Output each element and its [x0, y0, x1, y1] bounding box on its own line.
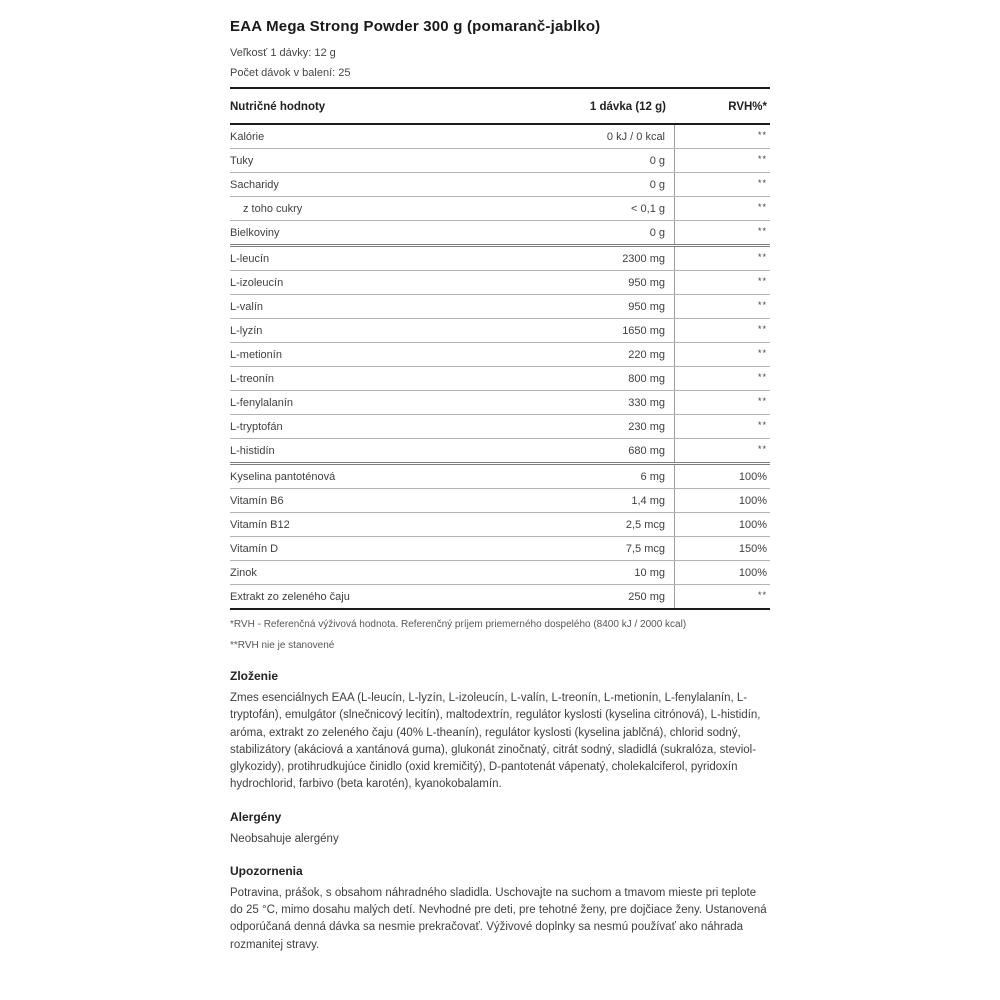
table-header-serving: 1 dávka (12 g) [589, 101, 666, 113]
row-rvh-value: ** [757, 178, 767, 188]
row-nutrient-label: L-fenylalanín [230, 397, 293, 409]
row-amount-value: 0 g [507, 173, 675, 196]
section-heading-warnings: Upozornenia [230, 863, 303, 878]
row-nutrient-label: Extrakt zo zeleného čaju [230, 591, 350, 603]
table-row [230, 221, 770, 247]
row-nutrient-label: L-metionín [230, 349, 282, 361]
table-row [230, 271, 770, 295]
row-rvh-value: ** [757, 420, 767, 430]
table-body [230, 125, 770, 610]
product-title: EAA Mega Strong Powder 300 g (pomaranč-jablko) [230, 18, 601, 35]
row-amount-value: 6 mg [507, 465, 675, 488]
table-row [230, 343, 770, 367]
row-amount-value: 800 mg [507, 367, 675, 390]
nutrition-table [230, 87, 770, 610]
allergens-text: Neobsahuje alergény [230, 832, 339, 845]
row-nutrient-label: L-treonín [230, 373, 275, 385]
table-header-rvh: RVH%* [728, 101, 767, 113]
table-header-nutrient: Nutričné hodnoty [230, 101, 326, 113]
table-row [230, 439, 770, 465]
table-row [230, 125, 770, 149]
nutrition-label-document [230, 14, 770, 958]
row-amount-value: < 0,1 g [507, 197, 675, 220]
servings-per-package-text: Počet dávok v balení: 25 [230, 67, 351, 79]
row-rvh-value: ** [757, 590, 767, 600]
row-amount-value: 330 mg [507, 391, 675, 414]
row-nutrient-label: Kyselina pantoténová [230, 471, 336, 483]
table-row [230, 561, 770, 585]
row-nutrient-label: L-valín [230, 301, 264, 313]
table-row [230, 537, 770, 561]
row-nutrient-label: Bielkoviny [230, 227, 280, 239]
row-rvh-value: ** [757, 154, 767, 164]
row-amount-value: 1650 mg [507, 319, 675, 342]
table-row [230, 489, 770, 513]
row-amount-value: 230 mg [507, 415, 675, 438]
ingredients-text: Zmes esenciálnych EAA (L-leucín, L-lyzín, L-izoleucín, L-valín, L-treonín, L-metionín, L-fenylalanín, L-tryptofán), emulgátor (slnečnicový lecitín), maltodextrín, regulátor kyslosti (kyselina citrónová), L-histidín, aróma, extrakt zo zeleného čaju (40% L-theanín), regulátor kyslosti (kyselina jablčná), chlorid sodný, stabilizátory (akáciová a xantánová guma), glukonát zinočnatý, citrát sodný, sladidlá (sukralóza, steviol-glykozidy), protihrudkujúce činidlo (oxid kremičitý), D-pantotenát vápenatý, cholekalciferol, pyridoxín hydrochlorid, farbivo (beta karotén), kyanokobalamín. [230, 692, 761, 791]
footnote-rvh-not-set: **RVH nie je stanovené [230, 639, 335, 651]
row-rvh-value: ** [757, 348, 767, 358]
row-rvh-value: ** [757, 130, 767, 140]
row-rvh-value: ** [757, 396, 767, 406]
row-amount-value: 2,5 mcg [507, 513, 675, 536]
table-row [230, 149, 770, 173]
table-row [230, 513, 770, 537]
table-row [230, 367, 770, 391]
row-amount-value: 220 mg [507, 343, 675, 366]
row-amount-value: 680 mg [507, 439, 675, 462]
row-nutrient-label: L-histidín [230, 445, 275, 457]
footnotes [230, 618, 742, 653]
row-rvh-value: ** [757, 202, 767, 212]
table-header-row [230, 89, 770, 125]
table-row [230, 319, 770, 343]
row-nutrient-label: Kalórie [230, 131, 265, 143]
row-amount-value: 0 g [507, 221, 675, 244]
row-nutrient-label: L-lyzín [230, 325, 263, 337]
section-heading-ingredients: Zloženie [230, 669, 279, 683]
table-row [230, 415, 770, 439]
table-row [230, 465, 770, 489]
table-row [230, 585, 770, 610]
row-amount-value: 0 kJ / 0 kcal [507, 125, 675, 148]
row-nutrient-label: Tuky [230, 155, 254, 167]
row-amount-value: 7,5 mcg [507, 537, 675, 560]
row-rvh-value: 150% [738, 543, 767, 555]
row-rvh-value: ** [757, 300, 767, 310]
row-rvh-value: 100% [738, 567, 767, 579]
row-amount-value: 250 mg [507, 585, 675, 608]
row-rvh-value: 100% [738, 471, 767, 483]
row-nutrient-label: Vitamín D [230, 543, 279, 555]
row-rvh-value: ** [757, 324, 767, 334]
row-amount-value: 10 mg [507, 561, 675, 584]
table-row [230, 197, 770, 221]
row-amount-value: 0 g [507, 149, 675, 172]
warnings-text: Potravina, prášok, s obsahom náhradného sladidla. Uschovajte na suchom a tmavom mieste pri teplote do 25 °C, mimo dosahu malých detí. Nevhodné pre deti, pre tehotné ženy, pre dojčiace ženy. Ustanovená odporúčaná denná dávka sa nesmie prekračovať. Výživové doplnky sa nesmú používať ako náhrada rozmanitej stravy. [230, 886, 767, 951]
table-row [230, 391, 770, 415]
row-nutrient-label: L-izoleucín [230, 277, 284, 289]
section-heading-allergens: Alergény [230, 809, 282, 824]
row-rvh-value: ** [757, 226, 767, 236]
table-row [230, 247, 770, 271]
row-nutrient-label: Zinok [230, 567, 257, 579]
row-amount-value: 1,4 mg [507, 489, 675, 512]
footnote-rvh-definition: *RVH - Referenčná výživová hodnota. Referenčný príjem priemerného dospelého (8400 kJ / 2000 kcal) [230, 619, 687, 630]
row-nutrient-label: z toho cukry [243, 203, 303, 215]
row-rvh-value: ** [757, 372, 767, 382]
row-nutrient-label: Vitamín B6 [230, 495, 284, 507]
table-row [230, 295, 770, 319]
row-amount-value: 2300 mg [507, 247, 675, 270]
table-row [230, 173, 770, 197]
row-nutrient-label: Sacharidy [230, 179, 279, 191]
row-rvh-value: ** [757, 252, 767, 262]
row-rvh-value: ** [757, 444, 767, 454]
row-rvh-value: 100% [738, 495, 767, 507]
row-rvh-value: ** [757, 276, 767, 286]
row-amount-value: 950 mg [507, 271, 675, 294]
row-rvh-value: 100% [738, 519, 767, 531]
row-nutrient-label: L-tryptofán [230, 421, 283, 433]
serving-size-text: Veľkosť 1 dávky: 12 g [230, 47, 336, 59]
row-amount-value: 950 mg [507, 295, 675, 318]
row-nutrient-label: L-leucín [230, 253, 270, 265]
row-nutrient-label: Vitamín B12 [230, 519, 290, 531]
